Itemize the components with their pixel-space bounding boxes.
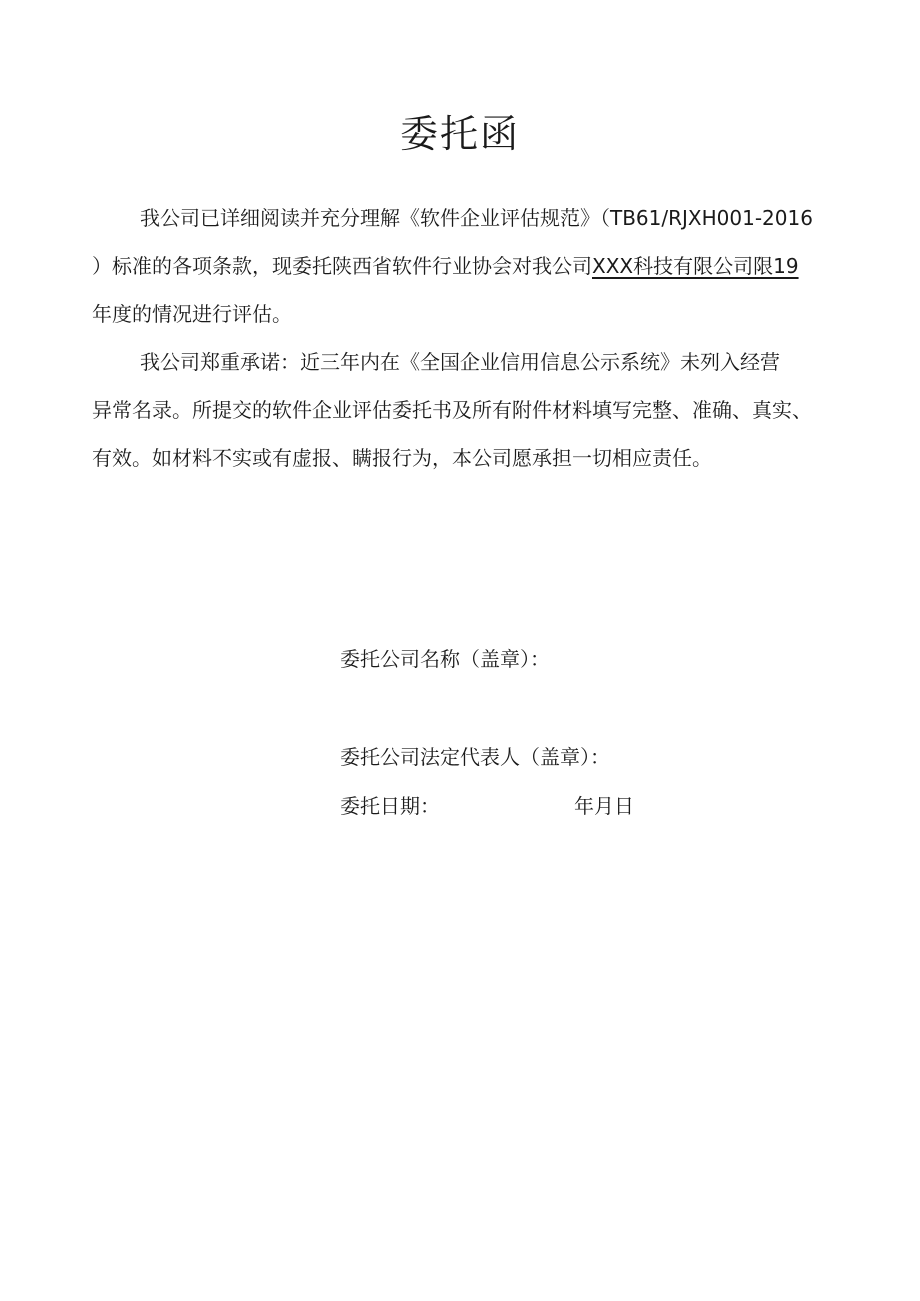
legal-representative-label: 委托公司法定代表人（盖章）：: [340, 745, 610, 769]
paragraph-text: 我公司已详细阅读并充分理解《软件企业评估规范》: [140, 206, 600, 230]
paragraph-line: 异常名录。所提交的软件企业评估委托书及所有附件材料填写完整、准确、真实、: [92, 398, 812, 422]
date-label: 委托日期：: [340, 794, 440, 818]
paragraph-commitment: [92, 338, 840, 482]
company-name-underlined: XXX科技有限公司限19: [592, 254, 799, 278]
paragraph-line: [92, 242, 840, 290]
paragraph-line: 年度的情况进行评估。: [92, 302, 292, 326]
date-row: [340, 791, 634, 821]
paragraph-text: ）标准的各项条款，现委托陕西省软件行业协会对我公司: [92, 254, 592, 278]
date-suffix: 年月日: [574, 794, 634, 818]
paragraph-line: 有效。如材料不实或有虚报、瞒报行为，本公司愿承担一切相应责任。: [92, 446, 712, 470]
paragraph-line: [92, 194, 840, 242]
standard-code: （TB61/RJXH001-2016: [600, 206, 813, 230]
document-title: 委托函: [399, 112, 520, 156]
paragraph-line: 我公司郑重承诺：近三年内在《全国企业信用信息公示系统》未列入经营: [140, 350, 780, 374]
company-name-label: 委托公司名称（盖章）：: [340, 647, 550, 671]
paragraph-delegation: [92, 194, 840, 338]
